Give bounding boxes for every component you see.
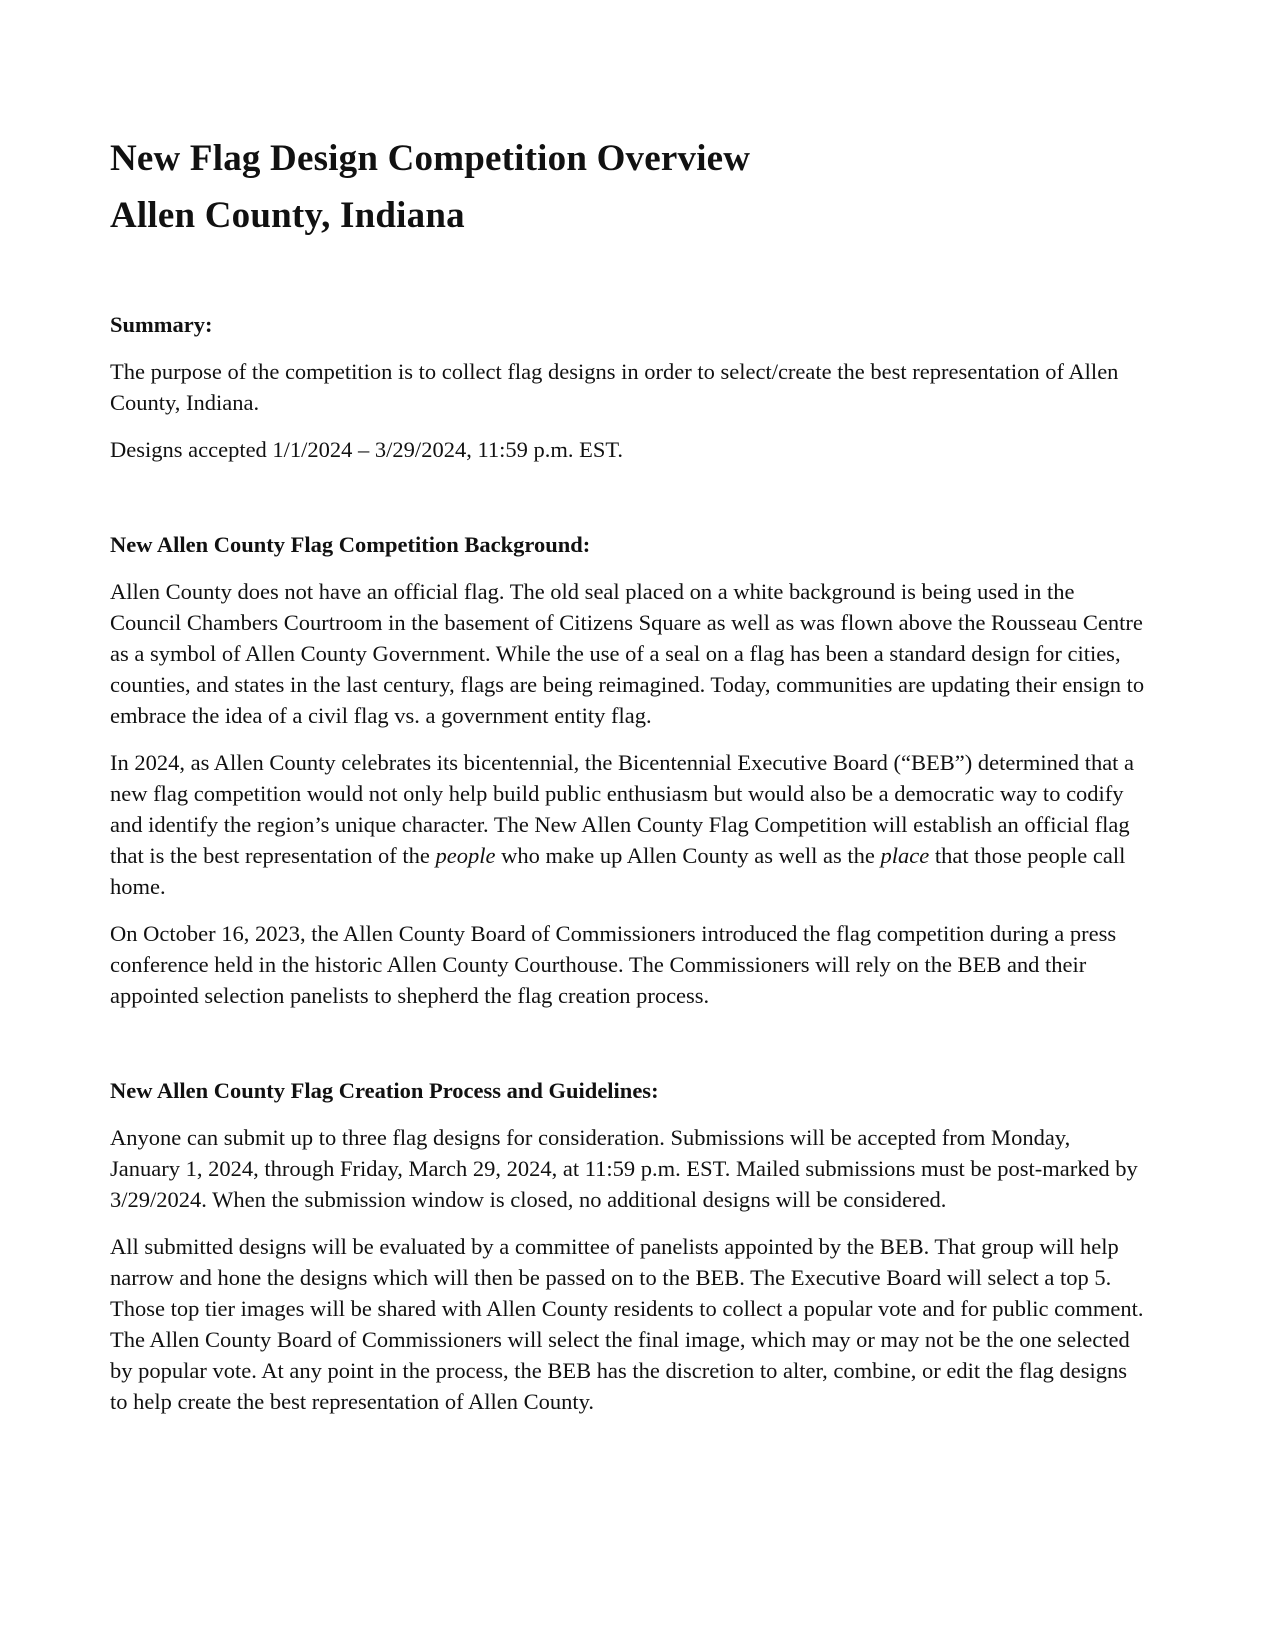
process-paragraph-1: Anyone can submit up to three flag designs for consideration. Submissions will be accepted from Monday, January 1, 2024, through Friday, March 29, 2024, at 11:59 p.m. EST. Mailed submissions must be post-marked by 3/29/2024. When the submission window is closed, no additional designs will be considered. bbox=[110, 1125, 1138, 1212]
section-heading-process: New Allen County Flag Creation Process and Guidelines: bbox=[110, 1078, 659, 1103]
summary-paragraph-purpose: The purpose of the competition is to collect flag designs in order to select/create the best representation of Allen County, Indiana. bbox=[110, 359, 1119, 415]
background-paragraph-2-text: In 2024, as Allen County celebrates its bicentennial, the Bicentennial Executive Board (“BEB”) determined that a new flag competition would not only help build public enthusiasm but would also be a democratic way to codify and identify the region’s unique character. The New Allen County Flag Competition will establish an official flag that is the best representation of the bbox=[110, 750, 1135, 868]
background-paragraph-2-italic-people: people bbox=[435, 843, 496, 868]
background-paragraph-2-text: that those people call home. bbox=[110, 843, 1126, 899]
background-paragraph-2-text: who make up Allen County as well as the bbox=[495, 843, 881, 868]
summary-paragraph-dates: Designs accepted 1/1/2024 – 3/29/2024, 11:59 p.m. EST. bbox=[110, 437, 624, 462]
section-heading-summary: Summary: bbox=[110, 312, 213, 337]
background-paragraph-2-italic-place: place bbox=[880, 843, 930, 868]
background-paragraph-2 bbox=[110, 747, 1145, 902]
document-title: New Flag Design Competition Overview bbox=[110, 138, 751, 179]
process-paragraph-2: All submitted designs will be evaluated by a committee of panelists appointed by the BEB. That group will help narrow and hone the designs which will then be passed on to the BEB. The Executive Board will select a top 5. Those top tier images will be shared with Allen County residents to collect a popular vote and for public comment. The Allen County Board of Commissioners will select the final image, which may or may not be the one selected by popular vote. At any point in the process, the BEB has the discretion to alter, combine, or edit the flag designs to help create the best representation of Allen County. bbox=[110, 1234, 1144, 1414]
background-paragraph-3: On October 16, 2023, the Allen County Board of Commissioners introduced the flag competition during a press conference held in the historic Allen County Courthouse. The Commissioners will rely on the BEB and their appointed selection panelists to shepherd the flag creation process. bbox=[110, 921, 1117, 1008]
background-paragraph-1: Allen County does not have an official flag. The old seal placed on a white background is being used in the Council Chambers Courtroom in the basement of Citizens Square as well as was flown above the Rousseau Centre as a symbol of Allen County Government. While the use of a seal on a flag has been a standard design for cities, counties, and states in the last century, flags are being reimagined. Today, communities are updating their ensign to embrace the idea of a civil flag vs. a government entity flag. bbox=[110, 579, 1145, 728]
document-subtitle: Allen County, Indiana bbox=[110, 195, 465, 236]
section-heading-background: New Allen County Flag Competition Background: bbox=[110, 532, 591, 557]
